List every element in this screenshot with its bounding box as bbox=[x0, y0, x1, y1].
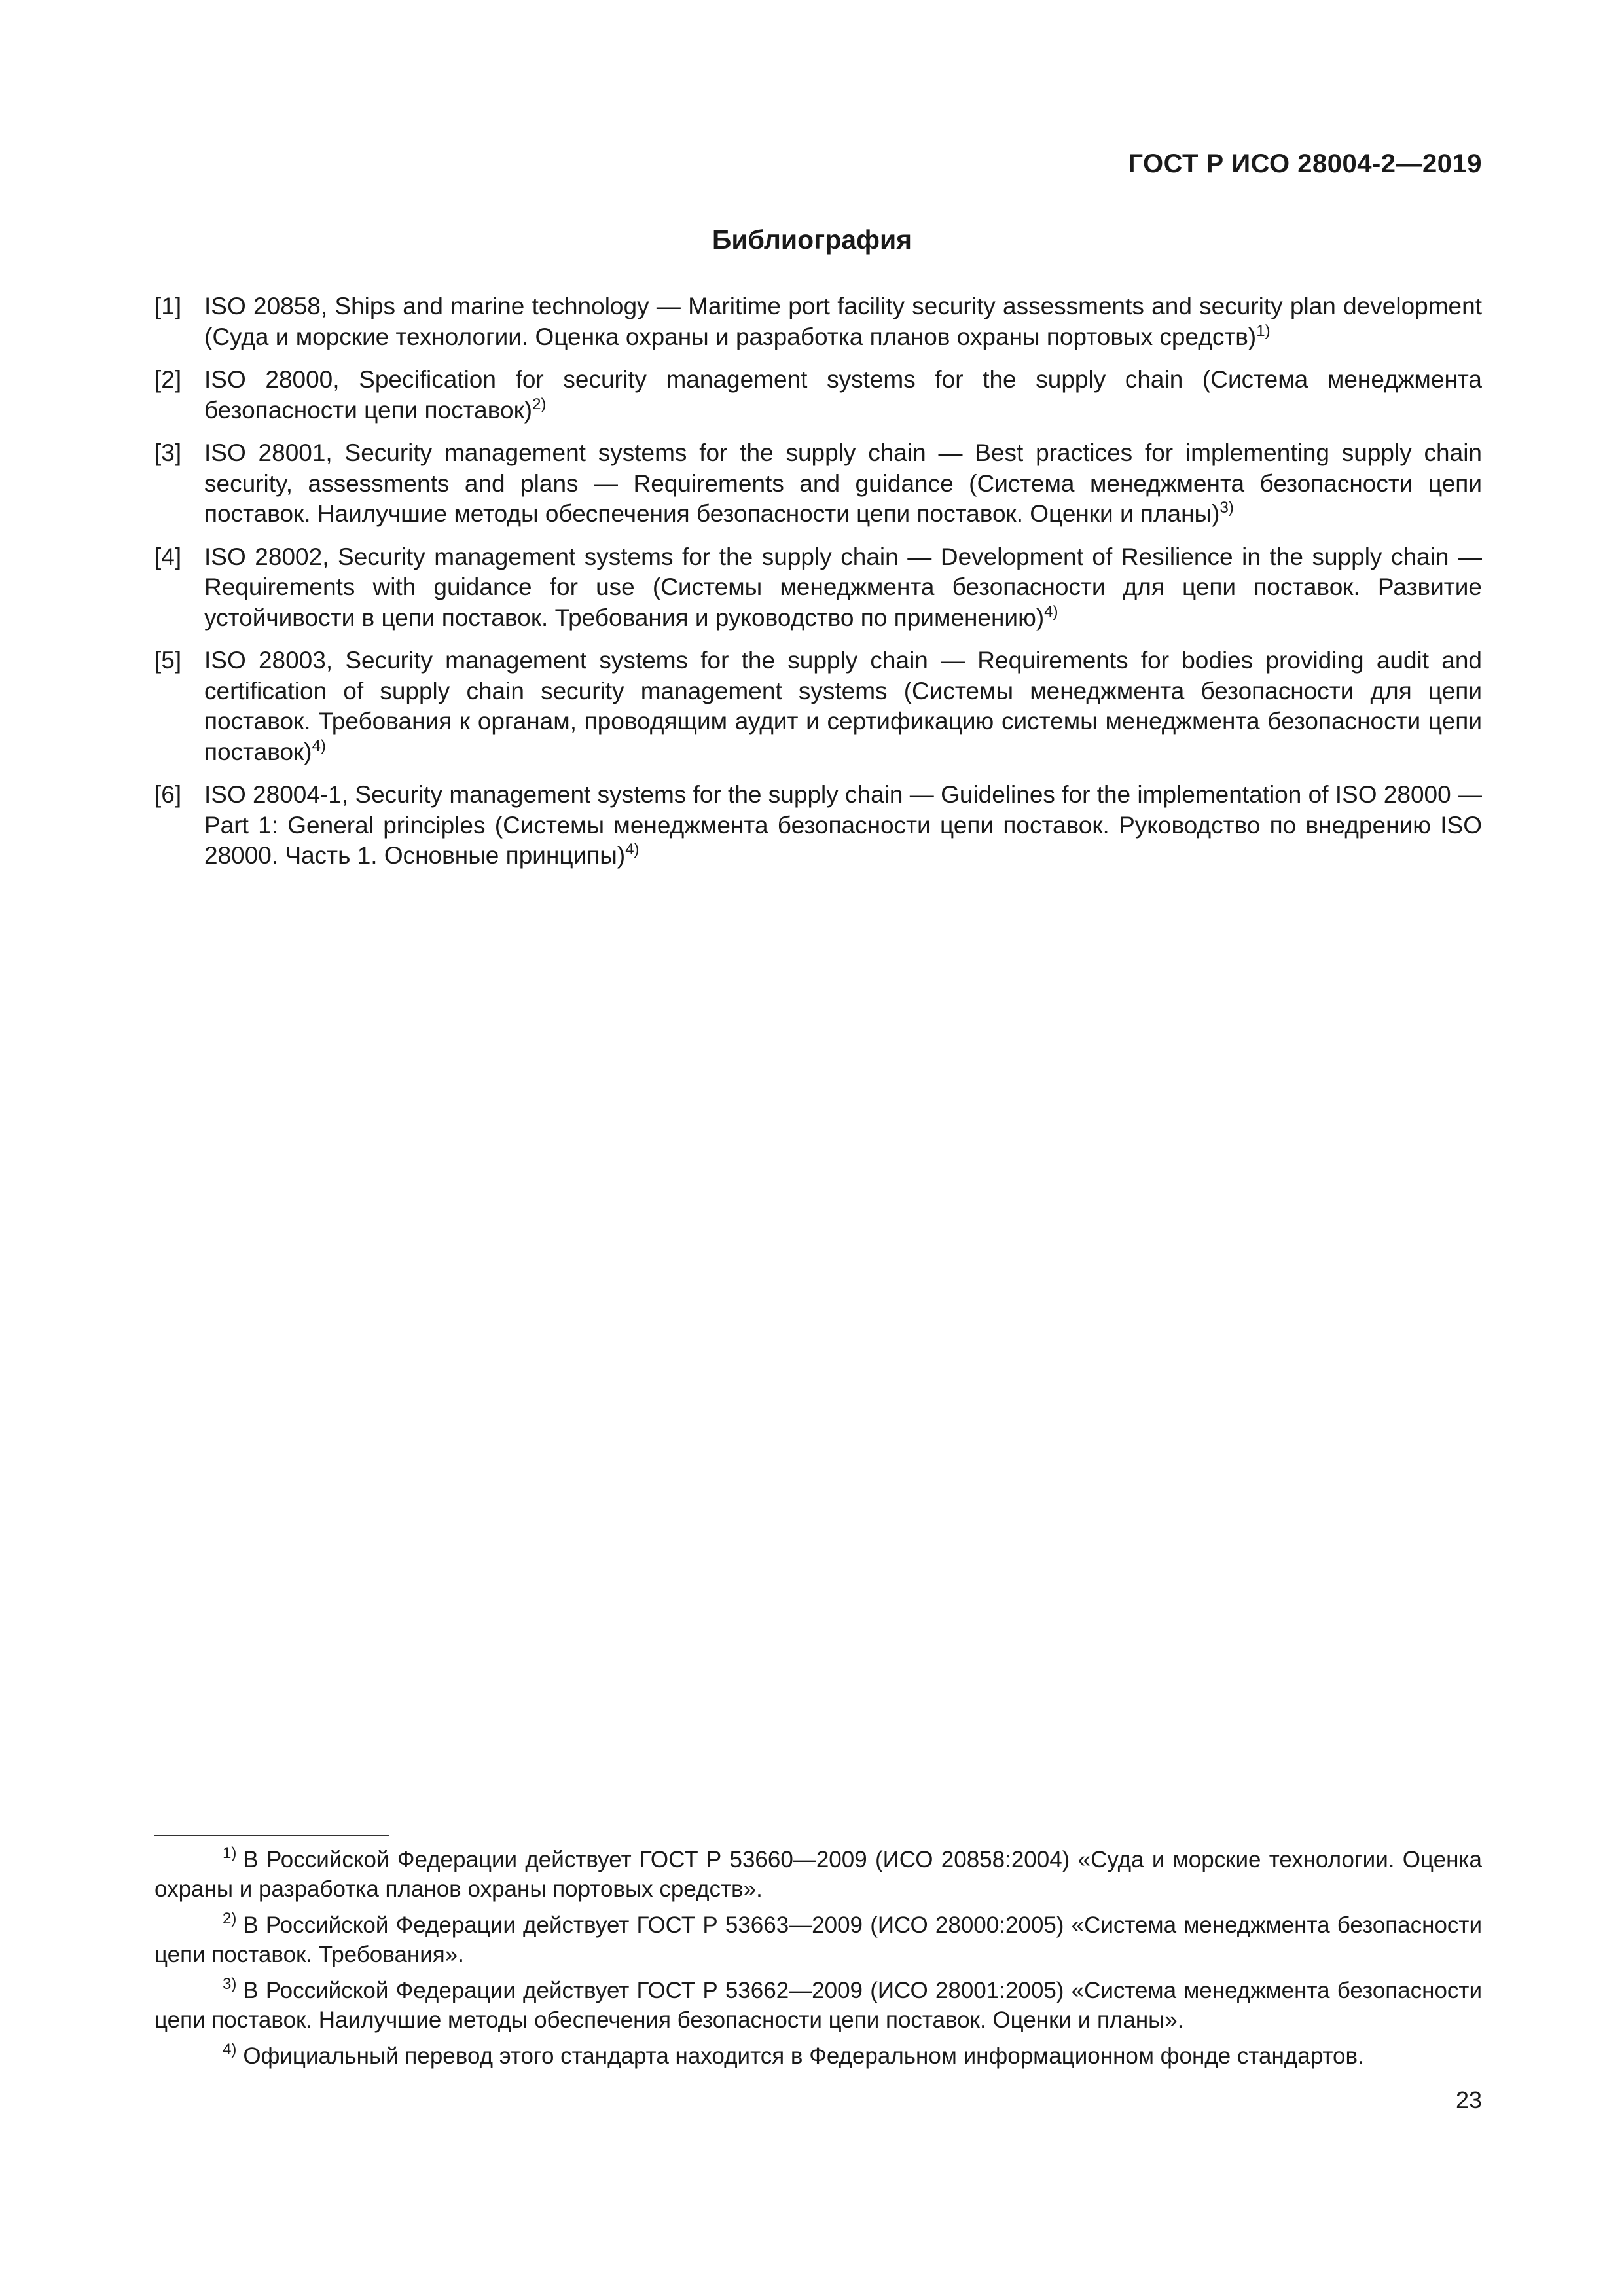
bibliography-entry-3 bbox=[154, 438, 1482, 530]
footnote-3 bbox=[154, 1976, 1482, 2035]
footnote-text: В Российской Федерации действует ГОСТ Р 53660—2009 (ИСО 20858:2004) «Суда и морские технологии. Оценка охраны и разработка планов охраны портовых средств». bbox=[154, 1847, 1482, 1902]
entry-text: ISO 28001, Security management systems for the supply chain — Best practices for implementing supply chain security, assessments and plans — Requirements and guidance (Система менеджмента безопасности цепи поставок. Наилучшие методы обеспечения безопасности цепи поставок. Оценки и планы)$^{3)}$ bbox=[204, 439, 1482, 527]
bibliography-entry-5 bbox=[154, 646, 1482, 767]
bibliography-entry-6 bbox=[154, 780, 1482, 871]
footnote-mark: 3) bbox=[223, 1975, 237, 1993]
page-number: 23 bbox=[1455, 2086, 1482, 2113]
entry-text: ISO 28003, Security management systems for the supply chain — Requirements for bodies providing audit and certification of supply chain security management systems (Системы менеджмента безопасности для цепи поставок. Требования к органам, проводящим аудит и сертификацию системы менеджмента безопасности цепи поставок)$^{4)}$ bbox=[204, 647, 1482, 765]
entry-number: [1] bbox=[154, 293, 182, 319]
footnote-ref: 2) bbox=[532, 395, 547, 413]
footnote-2 bbox=[154, 1910, 1482, 1969]
bibliography-entry-4 bbox=[154, 542, 1482, 634]
bibliography-title: Библиография bbox=[712, 225, 912, 255]
bibliography-entry-2 bbox=[154, 365, 1482, 426]
entry-number: [2] bbox=[154, 366, 182, 393]
entry-number: [5] bbox=[154, 647, 182, 674]
footnote-text: В Российской Федерации действует ГОСТ Р 53663—2009 (ИСО 28000:2005) «Система менеджмента безопасности цепи поставок. Требования». bbox=[154, 1912, 1482, 1967]
footnote-mark: 2) bbox=[223, 1910, 237, 1927]
entry-text: ISO 28002, Security management systems for the supply chain — Development of Resilience in the supply chain — Requirements with guidance for use (Системы менеджмента безопасности для цепи поставок. Развитие устойчивости в цепи поставок. Требования и руководство по применению)$^{4)}$ bbox=[204, 543, 1482, 631]
footnote-mark: 1) bbox=[223, 1844, 237, 1862]
footnote-text: В Российской Федерации действует ГОСТ Р 53662—2009 (ИСО 28001:2005) «Система менеджмента безопасности цепи поставок. Наилучшие методы обеспечения безопасности цепи поставок. Оценки и планы». bbox=[154, 1978, 1482, 2033]
entry-text: ISO 20858, Ships and marine technology — Maritime port facility security assessments and security plan development (Суда и морские технологии. Оценка охраны и разработка планов охраны портовых средств)$^{1)}$ bbox=[204, 293, 1482, 350]
entry-text: ISO 28000, Specification for security management systems for the supply chain (Система менеджмента безопасности цепи поставок)$^{2)}$ bbox=[204, 366, 1482, 424]
bibliography-list bbox=[154, 291, 1482, 884]
footnote-4 bbox=[154, 2041, 1482, 2071]
footnotes bbox=[154, 1845, 1482, 2077]
footnote-ref: 1) bbox=[1256, 321, 1271, 340]
bibliography-entry-1 bbox=[154, 291, 1482, 352]
document-header: ГОСТ Р ИСО 28004-2—2019 bbox=[1128, 149, 1482, 178]
entry-number: [4] bbox=[154, 543, 182, 570]
entry-number: [3] bbox=[154, 439, 182, 466]
footnote-ref: 4) bbox=[312, 737, 326, 755]
entry-text: ISO 28004-1, Security management systems for the supply chain — Guidelines for the implementation of ISO 28000 — Part 1: General principles (Системы менеджмента безопасности цепи поставок. Руководство по внедрению ISO 28000. Часть 1. Основные принципы)$^{4)}$ bbox=[204, 781, 1482, 869]
entry-number: [6] bbox=[154, 781, 182, 808]
footnote-1 bbox=[154, 1845, 1482, 1904]
footnote-divider bbox=[154, 1835, 389, 1836]
footnote-text: Официальный перевод этого стандарта находится в Федеральном информационном фонде стандартов. bbox=[243, 2043, 1364, 2069]
footnote-ref: 3) bbox=[1219, 499, 1234, 517]
footnote-mark: 4) bbox=[223, 2041, 237, 2058]
footnote-ref: 4) bbox=[1044, 602, 1058, 621]
footnote-ref: 4) bbox=[625, 841, 640, 858]
